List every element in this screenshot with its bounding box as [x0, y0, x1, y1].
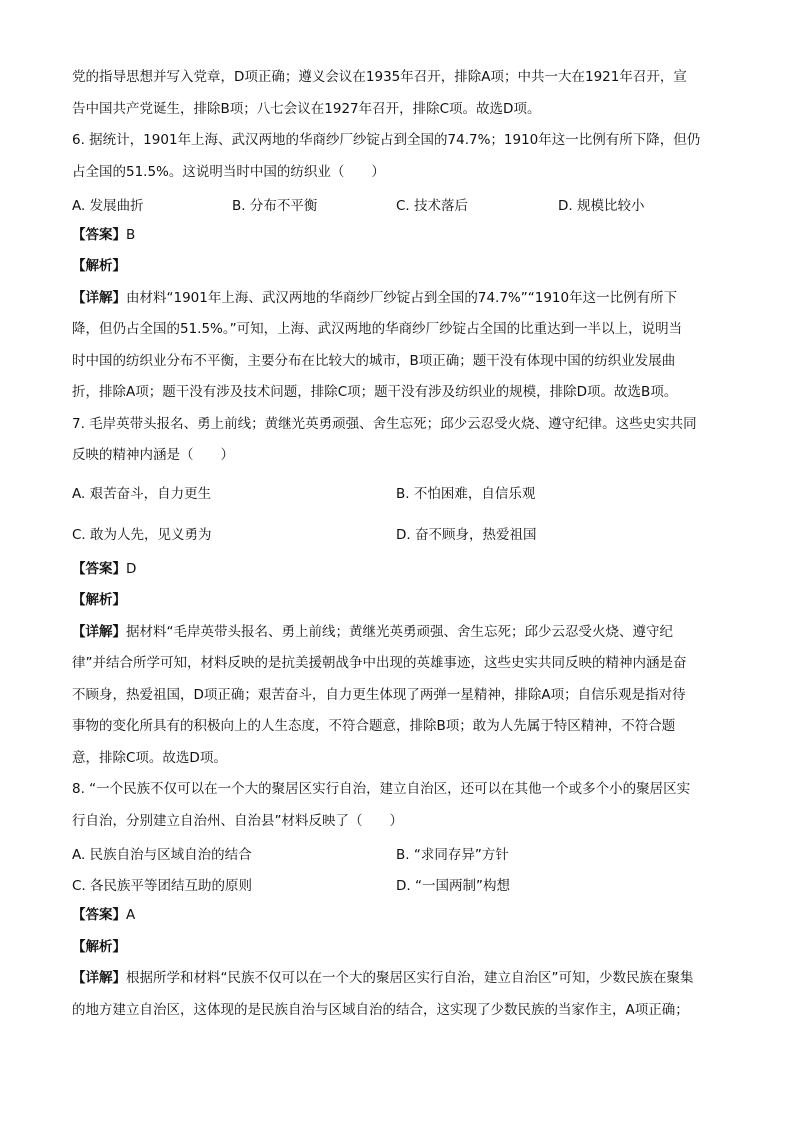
analysis-tag: 【解析】 [72, 592, 126, 608]
detail-text: 律”并结合所学可知，材料反映的是抗美援朝战争中出现的英雄事迹，这些史实共同反映的精神内涵是奋 [72, 655, 687, 671]
option-a: A. 艰苦奋斗，自力更生 [72, 486, 212, 502]
detail-tag: 【详解】 [72, 289, 126, 306]
option-d: D. 奋不顾身，热爱祖国 [396, 527, 537, 543]
detail-line [72, 963, 722, 995]
answer-value: B [126, 226, 136, 243]
answer-line [72, 220, 722, 252]
detail-text: 的地方建立自治区，这体现的是民族自治与区域自治的结合，这实现了少数民族的当家作主，A项正确； [72, 1001, 689, 1018]
option-b: B. 分布不平衡 [232, 197, 318, 214]
detail-text: 不顾身，热爱祖国，D项正确；艰苦奋斗，自力更生体现了两弹一星精神，排除A项；自信乐观是指对待 [72, 686, 686, 703]
question-8-stem: 8. “一个民族不仅可以在一个大的聚居区实行自治，建立自治区，还可以在其他一个或多个小的聚居区实 [72, 781, 691, 797]
question-7-stem: 7. 毛岸英带头报名、勇上前线；黄继光英勇顽强、舍生忘死；邱少云忍受火烧、遵守纪律。这些史实共同 [72, 415, 697, 432]
detail-text: 时中国的纺织业分布不平衡，主要分布在比较大的城市，B项正确；题干没有体现中国的纺织业发展曲 [72, 352, 676, 369]
analysis-line [72, 585, 722, 617]
option-d: D. “一国两制”构想 [396, 878, 510, 895]
detail-text: 根据所学和材料“民族不仅可以在一个大的聚居区实行自治，建立自治区”可知，少数民族在聚集 [126, 970, 694, 986]
detail-text: 据材料“毛岸英带头报名、勇上前线；黄继光英勇顽强、舍生忘死；邱少云忍受火烧、遵守纪 [126, 623, 673, 640]
analysis-line [72, 932, 722, 964]
option-c: C. 各民族平等团结互助的原则 [72, 878, 253, 895]
option-b: B. “求同存异”方针 [396, 846, 509, 863]
option-c: C. 技术落后 [396, 197, 469, 214]
detail-text: 意，排除C项。故选D项。 [72, 749, 227, 766]
analysis-tag: 【解析】 [72, 258, 126, 274]
answer-value: D [126, 560, 137, 577]
question-7-stem: 反映的精神内涵是（ ） [72, 447, 234, 463]
detail-text: 降，但仍占全国的51.5%。”可知，上海、武汉两地的华商纱厂纱锭占全国的比重达到一半以上，说明当 [72, 321, 683, 337]
text-line: 党的指导思想并写入党章，D项正确；遵义会议在1935年召开，排除A项；中共一大在1921年召开，宣 [72, 69, 687, 85]
option-b: B. 不怕困难，自信乐观 [396, 486, 536, 502]
answer-line [72, 900, 722, 932]
detail-text: 事物的变化所具有的积极向上的人生态度，不符合题意，排除B项；敢为人先属于特区精神，不符合题 [72, 718, 676, 734]
text-line: 告中国共产党诞生，排除B项；八七会议在1927年召开，排除C项。故选D项。 [72, 100, 541, 117]
option-d: D. 规模比较小 [558, 197, 645, 214]
question-6-options [72, 188, 722, 220]
document-page [72, 62, 722, 1026]
question-7-options-row1 [72, 472, 722, 513]
detail-tag: 【详解】 [72, 623, 126, 640]
detail-text: 由材料“1901年上海、武汉两地的华商纱厂纱锭占到全国的74.7%”“1910年这一比例有所下 [126, 289, 678, 306]
answer-line [72, 554, 722, 586]
option-a: A. 民族自治与区域自治的结合 [72, 846, 252, 863]
question-8-options-row1 [72, 837, 722, 869]
detail-line [72, 617, 722, 649]
detail-tag: 【详解】 [72, 970, 126, 986]
detail-text: 折，排除A项；题干没有涉及技术问题，排除C项；题干没有涉及纺织业的规模，排除D项。故选B项。 [72, 384, 678, 400]
answer-tag: 【答案】 [72, 560, 126, 577]
option-a: A. 发展曲折 [72, 197, 144, 214]
question-8-options-row2 [72, 869, 722, 901]
analysis-line [72, 251, 722, 283]
option-c: C. 敢为人先，见义勇为 [72, 527, 212, 543]
analysis-tag: 【解析】 [72, 938, 126, 955]
answer-tag: 【答案】 [72, 907, 126, 923]
answer-tag: 【答案】 [72, 226, 126, 243]
answer-value: A [126, 907, 136, 923]
question-6-stem: 占全国的51.5%。这说明当时中国的纺织业（ ） [72, 163, 385, 180]
question-8-stem: 行自治，分别建立自治州、自治县”材料反映了（ ） [72, 812, 403, 829]
question-6-stem: 6. 据统计，1901年上海、武汉两地的华商纱厂纱锭占到全国的74.7%；1910年这一比例有所下降，但仍 [72, 132, 701, 148]
detail-line [72, 283, 722, 315]
question-7-options-row2 [72, 513, 722, 554]
